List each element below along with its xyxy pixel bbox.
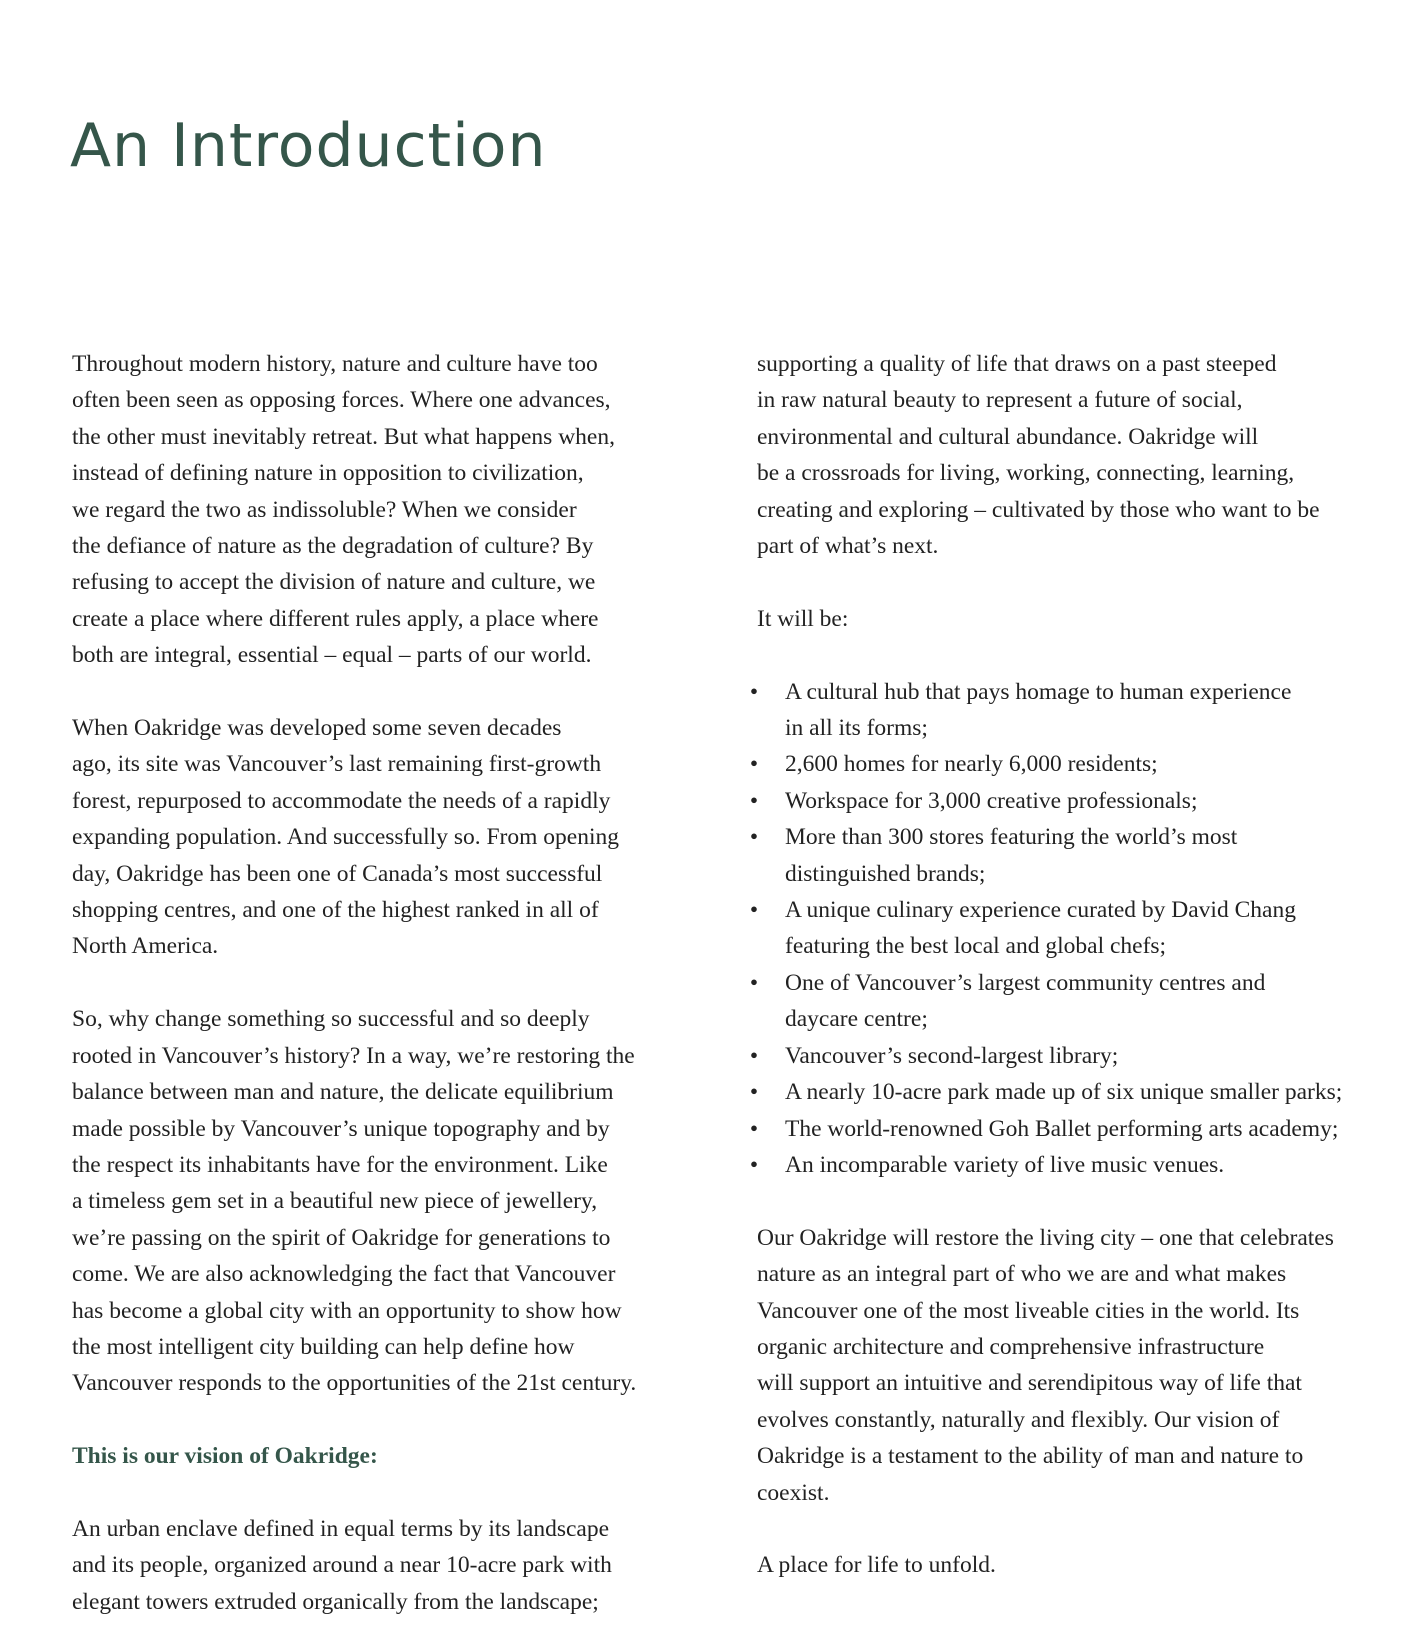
text-line: has become a global city with an opportunity to show how [72,1297,622,1324]
text-line: come. We are also acknowledging the fact that Vancouver [72,1261,616,1288]
intro-paragraph [72,346,712,674]
text-line: and its people, organized around a near 10-acre park with [72,1552,612,1579]
list-item [749,892,1417,965]
list-item-text: A unique culinary experience curated by David Chang [785,897,1296,924]
vision-subheading: This is our vision of Oakridge: [72,1443,378,1470]
list-item-text: One of Vancouver’s largest community centres and [785,969,1266,996]
list-item-text: featuring the best local and global chefs; [785,933,1167,960]
closing-line: A place for life to unfold. [757,1552,996,1579]
text-line: balance between man and nature, the delicate equilibrium [72,1079,614,1106]
list-item-text: distinguished brands; [785,860,986,887]
bullet-icon: • [749,787,759,814]
text-line: North America. [72,933,219,960]
text-line: Vancouver responds to the opportunities of the 21st century. [72,1370,637,1397]
features-list [749,674,1417,1184]
text-line: we regard the two as indissoluble? When we consider [72,496,577,523]
text-line: When Oakridge was developed some seven decades [72,715,562,742]
bullet-icon: • [749,1042,759,1069]
why-change-paragraph [72,1001,712,1401]
bullet-icon: • [749,824,759,851]
list-intro: It will be: [757,605,849,632]
text-line: creating and exploring – cultivated by those who want to be [757,496,1320,523]
text-line: made possible by Vancouver’s unique topography and by [72,1115,610,1142]
text-line: be a crossroads for living, working, connecting, learning, [757,460,1295,487]
list-item-text: A nearly 10-acre park made up of six unique smaller parks; [785,1079,1343,1106]
text-line: the other must inevitably retreat. But what happens when, [72,423,615,450]
list-item [749,1038,1417,1074]
page-title: An Introduction [70,111,547,181]
bullet-icon: • [749,897,759,924]
text-line: nature as an integral part of who we are and what makes [757,1261,1287,1288]
list-item [749,746,1417,782]
left-column [72,346,712,1620]
list-item [749,1111,1417,1147]
vision-paragraph [72,1511,712,1620]
text-line: a timeless gem set in a beautiful new piece of jewellery, [72,1188,598,1215]
list-item-text: daycare centre; [785,1006,928,1033]
text-line: often been seen as opposing forces. Where one advances, [72,387,611,414]
text-line: environmental and cultural abundance. Oakridge will [757,423,1259,450]
list-item-text: More than 300 stores featuring the world’s most [785,824,1238,851]
history-paragraph [72,710,712,965]
text-line: will support an intuitive and serendipitous way of life that [757,1370,1302,1397]
text-line: both are integral, essential – equal – parts of our world. [72,642,592,669]
list-item [749,965,1417,1038]
text-line: Throughout modern history, nature and culture have too [72,351,598,377]
text-line: the defiance of nature as the degradation of culture? By [72,533,594,560]
list-item-text: Vancouver’s second-largest library; [785,1042,1119,1069]
list-item [749,1074,1417,1110]
text-line: day, Oakridge has been one of Canada’s most successful [72,860,603,887]
text-line: the respect its inhabitants have for the environment. Like [72,1151,608,1178]
text-line: coexist. [757,1479,830,1506]
vision-continued-paragraph [757,346,1417,564]
text-line: rooted in Vancouver’s history? In a way, we’re restoring the [72,1042,635,1069]
text-line: forest, repurposed to accommodate the needs of a rapidly [72,787,611,814]
text-line: An urban enclave defined in equal terms by its landscape [72,1515,610,1542]
text-line: supporting a quality of life that draws on a past steeped [757,351,1277,377]
bullet-icon: • [749,1115,759,1142]
text-line: refusing to accept the division of nature and culture, we [72,569,596,596]
bullet-icon: • [749,751,759,778]
list-item [749,1147,1417,1183]
list-item-text: in all its forms; [785,715,928,742]
text-line: organic architecture and comprehensive infrastructure [757,1333,1265,1360]
text-line: we’re passing on the spirit of Oakridge for generations to [72,1224,611,1251]
right-column [749,346,1417,1584]
text-line: part of what’s next. [757,533,939,560]
text-line: in raw natural beauty to represent a future of social, [757,387,1243,414]
list-item-text: The world-renowned Goh Ballet performing arts academy; [785,1115,1339,1142]
living-city-paragraph [757,1220,1417,1511]
bullet-icon: • [749,678,759,705]
text-line: evolves constantly, naturally and flexibly. Our vision of [757,1406,1280,1433]
list-item-text: 2,600 homes for nearly 6,000 residents; [785,751,1158,778]
text-line: instead of defining nature in opposition to civilization, [72,460,584,487]
list-item-text: Workspace for 3,000 creative professionals; [785,787,1198,814]
bullet-icon: • [749,1079,759,1106]
text-line: Vancouver one of the most liveable cities in the world. Its [757,1297,1300,1324]
list-item [749,783,1417,819]
text-line: elegant towers extruded organically from the landscape; [72,1588,599,1615]
list-item-text: A cultural hub that pays homage to human experience [785,678,1292,705]
text-line: So, why change something so successful and so deeply [72,1006,590,1033]
text-line: Oakridge is a testament to the ability of man and nature to [757,1443,1304,1470]
list-item [749,674,1417,747]
list-item [749,819,1417,892]
text-line: Our Oakridge will restore the living city – one that celebrates [757,1224,1334,1251]
text-line: shopping centres, and one of the highest ranked in all of [72,897,599,924]
text-line: create a place where different rules apply, a place where [72,605,599,632]
text-line: the most intelligent city building can help define how [72,1333,575,1360]
bullet-icon: • [749,969,759,996]
bullet-icon: • [749,1151,759,1178]
list-item-text: An incomparable variety of live music venues. [785,1151,1225,1178]
text-line: ago, its site was Vancouver’s last remaining first-growth [72,751,602,778]
text-line: expanding population. And successfully so. From opening [72,824,619,851]
